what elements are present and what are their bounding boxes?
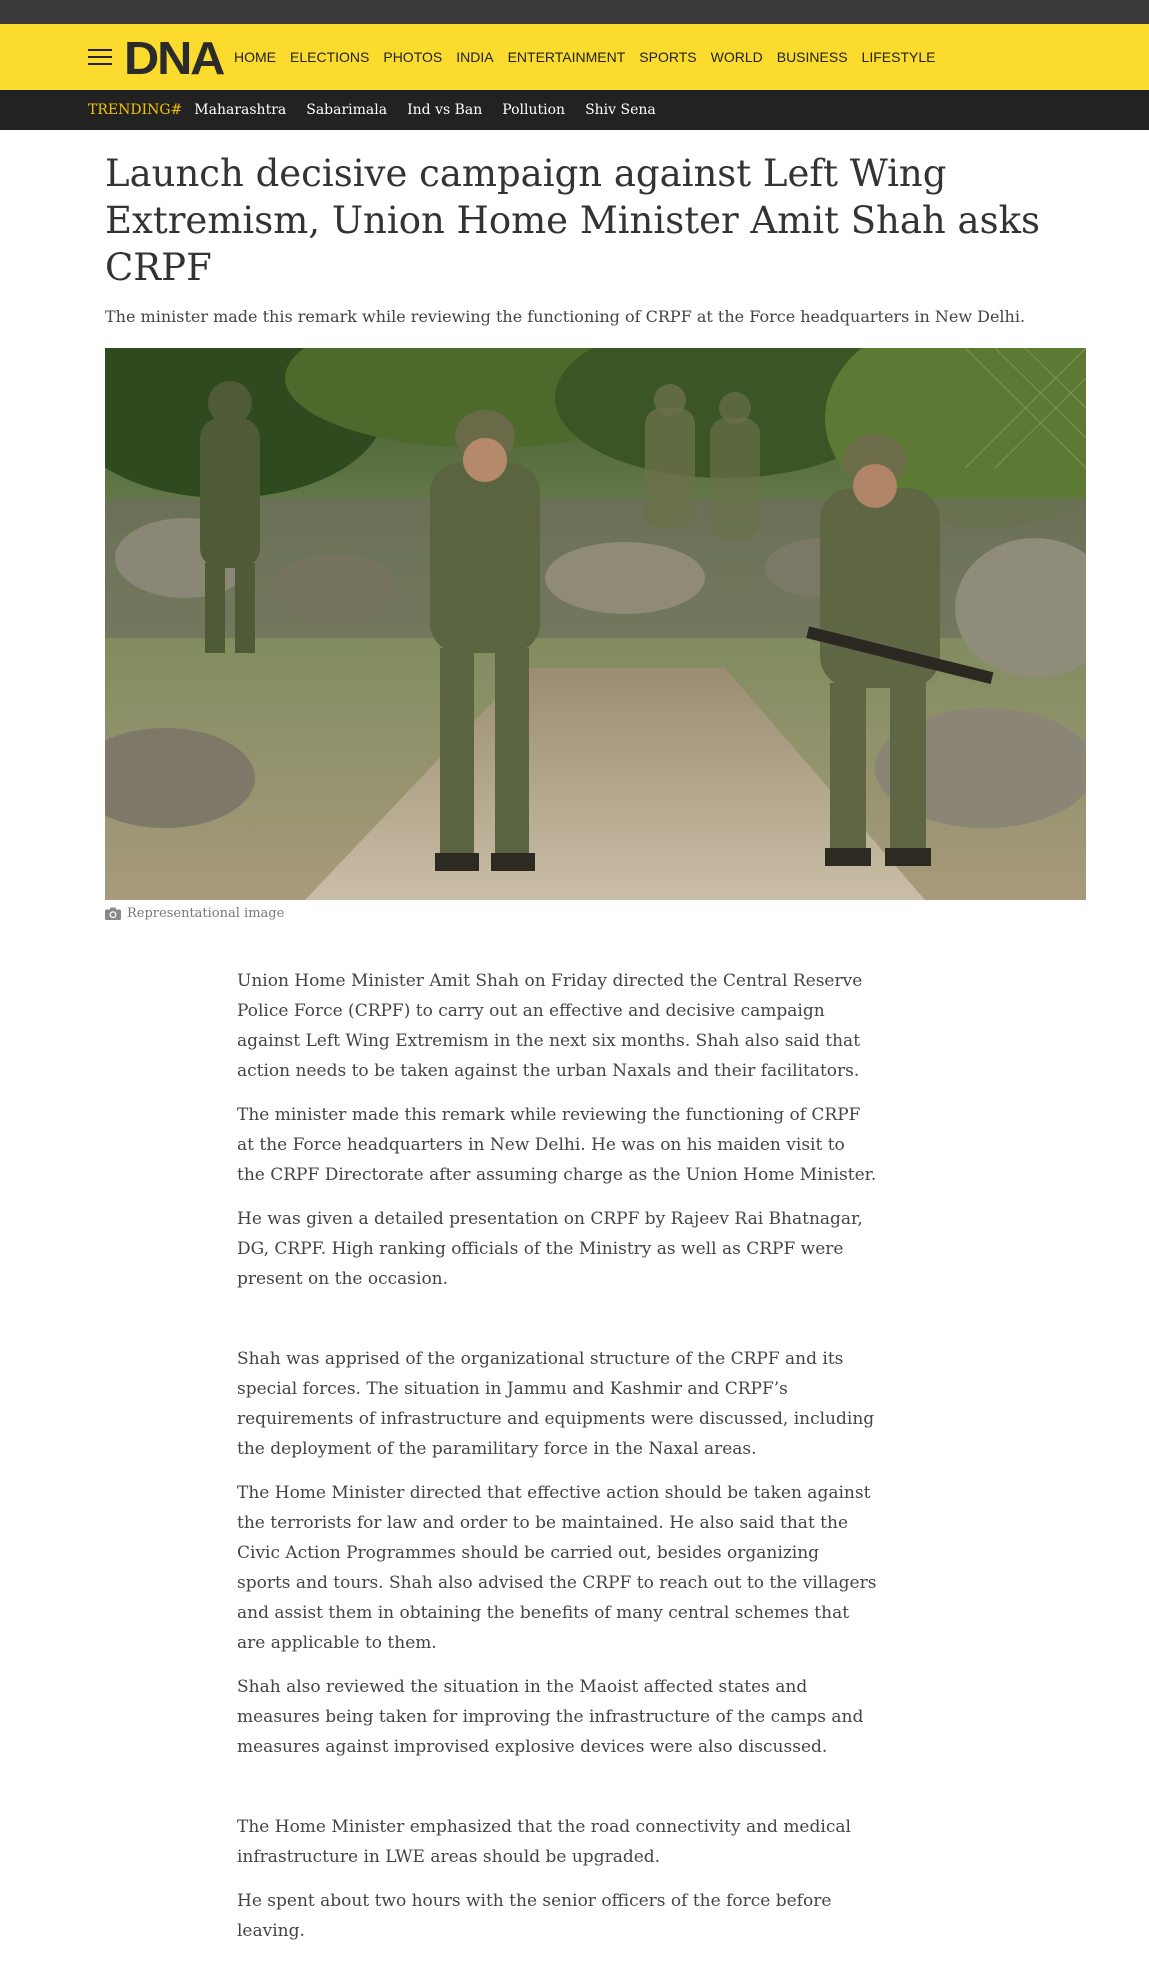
article-paragraph: The Home Minister directed that effective action should be taken against the terrorists for law and order to be maintained. He also said that the Civic Action Programmes should be carried out, besides organizing sports and tours. Shah also advised the CRPF to reach out to the villagers and assist them in obtaining the benefits of many central schemes that are applicable to them. xyxy=(237,1483,877,1653)
trending-item-ind-vs-ban[interactable]: Ind vs Ban xyxy=(407,102,483,118)
nav-link-sports[interactable]: SPORTS xyxy=(639,49,697,65)
article-paragraph: The minister made this remark while reviewing the functioning of CRPF at the Force headquarters in New Delhi. He was on his maiden visit to the CRPF Directorate after assuming charge as the Union Home Minister. xyxy=(237,1105,877,1185)
hero-image[interactable] xyxy=(105,348,1086,900)
nav-links xyxy=(234,24,935,90)
article-summary: The minister made this remark while reviewing the functioning of CRPF at the Force headquarters in New Delhi. xyxy=(105,307,1026,326)
nav-link-india[interactable]: INDIA xyxy=(456,49,494,65)
article-paragraph: The Home Minister emphasized that the road connectivity and medical infrastructure in LWE areas should be upgraded. xyxy=(237,1817,851,1867)
trending-bar xyxy=(0,90,1149,130)
nav-link-business[interactable]: BUSINESS xyxy=(776,49,848,65)
article-paragraph: He spent about two hours with the senior officers of the force before leaving. xyxy=(237,1891,832,1941)
trending-label: TRENDING# xyxy=(88,102,183,118)
trending-item-maharashtra[interactable]: Maharashtra xyxy=(194,102,287,118)
menu-icon[interactable] xyxy=(88,49,112,65)
image-caption xyxy=(105,906,284,921)
article-body xyxy=(237,966,877,1960)
trending-item-pollution[interactable]: Pollution xyxy=(502,102,566,118)
article-paragraph: Shah was apprised of the organizational structure of the CRPF and its special forces. The situation in Jammu and Kashmir and CRPF’s requirements of infrastructure and equipments were discussed, including the deployment of the paramilitary force in the Naxal areas. xyxy=(237,1349,875,1459)
paragraph-spacer xyxy=(237,1308,877,1344)
paragraph-spacer xyxy=(237,1776,877,1812)
top-strip xyxy=(0,0,1149,24)
dna-logo[interactable]: DNA xyxy=(124,32,224,84)
nav-link-home[interactable]: HOME xyxy=(234,49,276,65)
caption-text: Representational image xyxy=(127,906,285,921)
article-paragraph: Union Home Minister Amit Shah on Friday directed the Central Reserve Police Force (CRPF) to carry out an effective and decisive campaign against Left Wing Extremism in the next six months. Shah also said that action needs to be taken against the urban Naxals and their facilitators. xyxy=(237,971,863,1081)
nav-link-elections[interactable]: ELECTIONS xyxy=(290,49,370,65)
trending-item-sabarimala[interactable]: Sabarimala xyxy=(306,102,388,118)
nav-link-lifestyle[interactable]: LIFESTYLE xyxy=(861,49,936,65)
article-paragraph: He was given a detailed presentation on CRPF by Rajeev Rai Bhatnagar, DG, CRPF. High ranking officials of the Ministry as well as CRPF were present on the occasion. xyxy=(237,1209,863,1289)
article-paragraph: Shah also reviewed the situation in the Maoist affected states and measures being taken for improving the infrastructure of the camps and measures against improvised explosive devices were also discussed. xyxy=(237,1677,864,1757)
nav-link-world[interactable]: WORLD xyxy=(710,49,763,65)
camera-icon xyxy=(105,907,121,920)
nav-link-entertainment[interactable]: ENTERTAINMENT xyxy=(507,49,626,65)
nav-link-photos[interactable]: PHOTOS xyxy=(383,49,443,65)
main-navbar xyxy=(0,24,1149,90)
trending-item-shiv-sena[interactable]: Shiv Sena xyxy=(585,102,656,118)
article-headline: Launch decisive campaign against Left Wing Extremism, Union Home Minister Amit Shah asks CRPF xyxy=(105,152,1040,289)
soldiers-photo xyxy=(105,348,1086,900)
